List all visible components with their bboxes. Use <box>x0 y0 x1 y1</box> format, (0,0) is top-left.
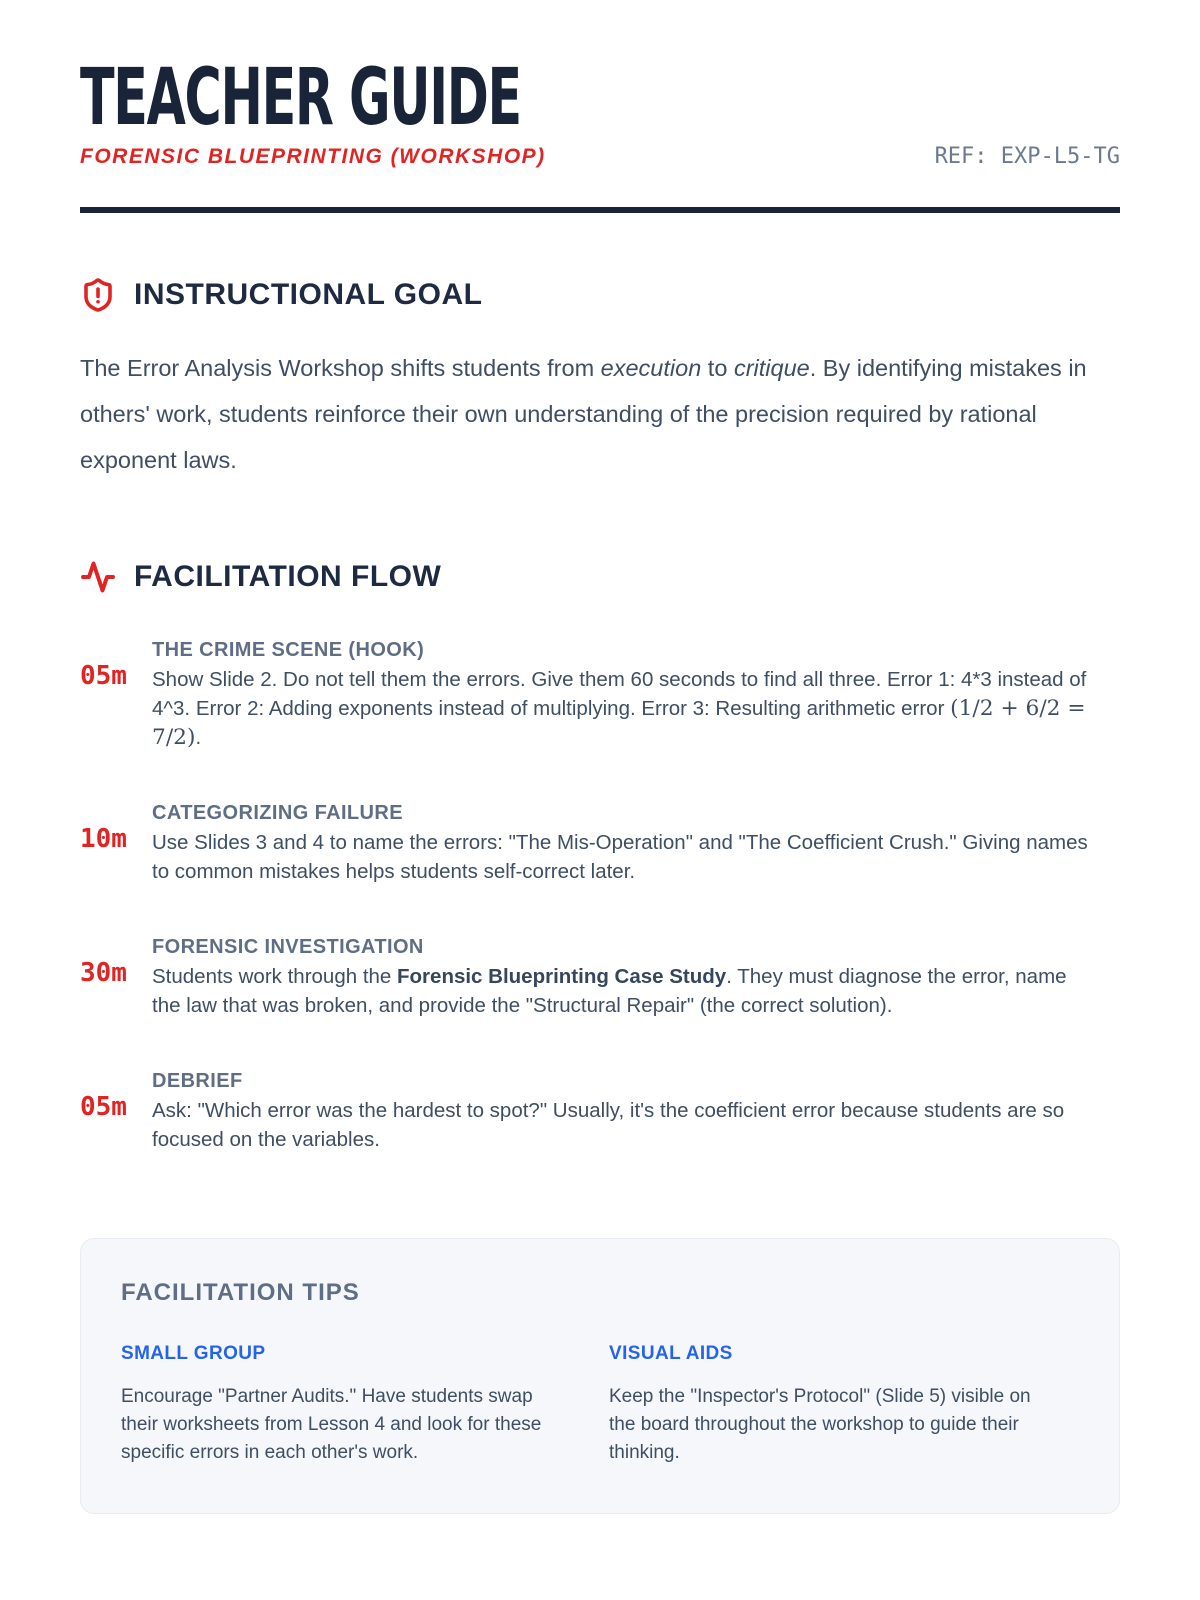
flow-step-duration: 30m <box>80 958 127 988</box>
tip-column-text: Keep the "Inspector's Protocol" (Slide 5) visible on the board throughout the workshop to guide their thinking. <box>609 1386 1031 1463</box>
flow-step-title: FORENSIC INVESTIGATION <box>152 936 424 958</box>
header-subrow <box>80 144 1120 169</box>
flow-step-title: THE CRIME SCENE (HOOK) <box>152 639 425 661</box>
tip-column-text: Encourage "Partner Audits." Have students swap their worksheets from Lesson 4 and look for these specific errors in each other's work. <box>121 1386 542 1463</box>
document-header <box>80 53 1120 213</box>
flow-step-duration: 05m <box>80 1092 127 1122</box>
flow-step <box>80 800 1120 886</box>
flow-step-content <box>152 637 1097 752</box>
flow-step-duration: 05m <box>80 661 127 691</box>
tip-column <box>609 1343 1069 1467</box>
flow-step-content <box>152 800 1097 886</box>
facilitation-tips-heading: FACILITATION TIPS <box>121 1279 360 1306</box>
page-subtitle: FORENSIC BLUEPRINTING (WORKSHOP) <box>80 145 546 168</box>
flow-step <box>80 1068 1120 1154</box>
facilitation-flow-heading-row <box>80 559 1120 595</box>
flow-step-content <box>152 1068 1097 1154</box>
flow-step-duration: 10m <box>80 824 127 854</box>
instructional-goal-section <box>80 277 1120 483</box>
flow-step-description: Show Slide 2. Do not tell them the errors. Give them 60 seconds to find all three. Error 1: 4*3 instead of 4^3. Error 2: Adding exponents instead of multiplying. Error 3: Resulting arithmetic error (1/2 + 6/2 = 7/2). <box>152 668 1087 750</box>
flow-step-description: Use Slides 3 and 4 to name the errors: "The Mis-Operation" and "The Coefficient Crush." Giving names to common mistakes helps students self-correct later. <box>152 831 1088 883</box>
page-title: TEACHER GUIDE <box>80 53 521 143</box>
flow-step-list <box>80 637 1120 1154</box>
activity-pulse-icon <box>80 559 116 595</box>
flow-step <box>80 637 1120 752</box>
instructional-goal-text: The Error Analysis Workshop shifts students from execution to critique. By identifying mistakes in others' work, students reinforce their own understanding of the precision required by rational exponent laws. <box>80 355 1087 473</box>
flow-step-title: DEBRIEF <box>152 1070 243 1092</box>
flow-step-title: CATEGORIZING FAILURE <box>152 802 403 824</box>
instructional-goal-heading: INSTRUCTIONAL GOAL <box>134 278 483 311</box>
instructional-goal-heading-row <box>80 277 1120 313</box>
tip-column-title: SMALL GROUP <box>121 1343 266 1364</box>
shield-alert-icon <box>80 277 116 313</box>
flow-step <box>80 934 1120 1020</box>
tip-column <box>121 1343 581 1467</box>
tips-columns <box>121 1343 1079 1467</box>
tip-column-title: VISUAL AIDS <box>609 1343 733 1364</box>
document-ref-code: REF: EXP-L5-TG <box>934 144 1120 169</box>
facilitation-flow-section <box>80 559 1120 1154</box>
facilitation-tips-panel <box>80 1238 1120 1514</box>
facilitation-flow-heading: FACILITATION FLOW <box>134 560 442 593</box>
flow-step-description: Students work through the Forensic Blueprinting Case Study. They must diagnose the error, name the law that was broken, and provide the "Structural Repair" (the correct solution). <box>152 965 1067 1017</box>
flow-step-description: Ask: "Which error was the hardest to spot?" Usually, it's the coefficient error because students are so focused on the variables. <box>152 1099 1065 1151</box>
header-divider <box>80 207 1120 213</box>
flow-step-content <box>152 934 1097 1020</box>
